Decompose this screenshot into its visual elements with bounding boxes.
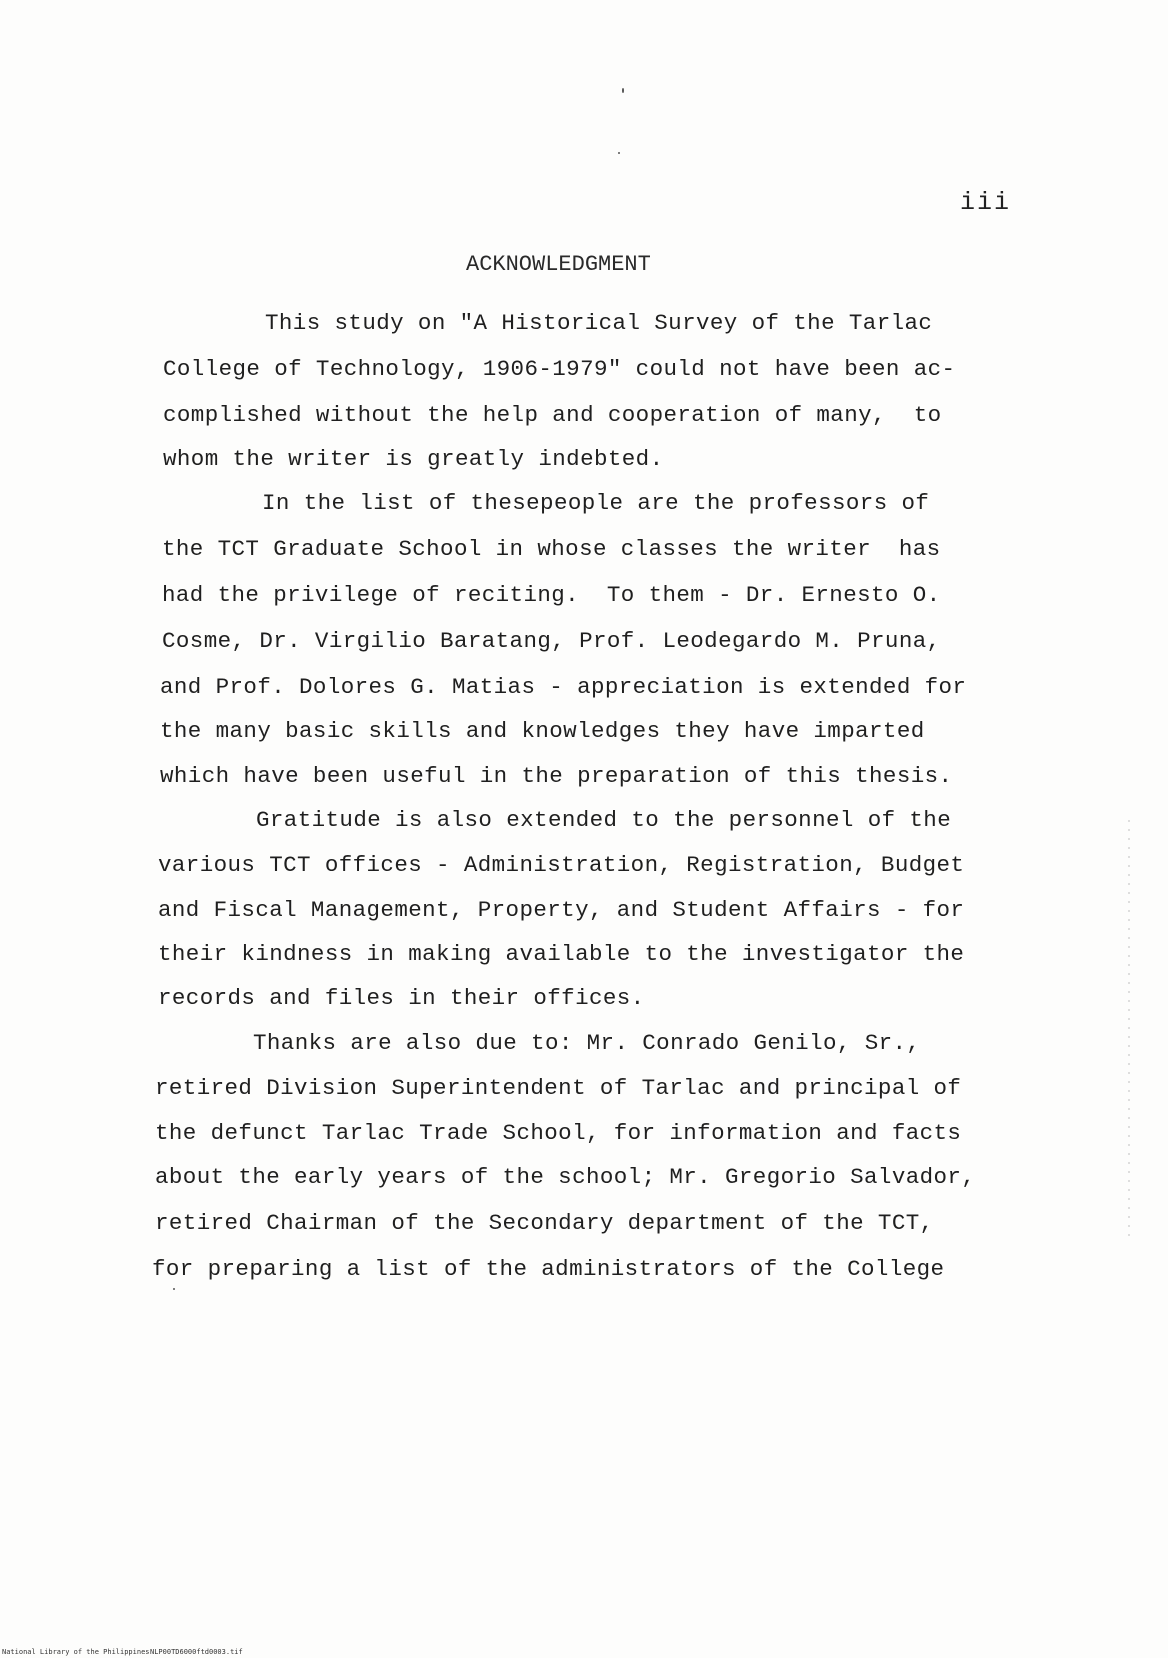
text-line: retired Division Superintendent of Tarlac and principal of <box>155 1075 962 1101</box>
text-line: College of Technology, 1906-1979" could not have been ac- <box>163 356 956 382</box>
text-line: records and files in their offices. <box>158 985 645 1011</box>
text-line: which have been useful in the preparation of this thesis. <box>160 763 953 789</box>
scan-speck <box>622 88 624 93</box>
text-line: Gratitude is also extended to the personnel of the <box>256 807 952 833</box>
text-line: retired Chairman of the Secondary department of the TCT, <box>155 1210 934 1236</box>
text-line: about the early years of the school; Mr. Gregorio Salvador, <box>155 1164 976 1190</box>
text-line: the defunct Tarlac Trade School, for information and facts <box>155 1120 962 1146</box>
text-line: the many basic skills and knowledges they have imparted <box>160 718 925 744</box>
text-line: In the list of thesepeople are the professors of <box>262 490 930 516</box>
text-line: their kindness in making available to the investigator the <box>158 941 965 967</box>
text-line: for preparing a list of the administrators of the College <box>152 1256 945 1282</box>
text-line: and Fiscal Management, Property, and Student Affairs - for <box>158 897 965 923</box>
text-line: the TCT Graduate School in whose classes the writer has <box>162 536 941 562</box>
text-line: had the privilege of reciting. To them - Dr. Ernesto O. <box>162 582 941 608</box>
page-number: iii <box>960 188 1012 217</box>
text-line: whom the writer is greatly indebted. <box>163 446 664 472</box>
scan-speck <box>173 1288 175 1290</box>
footer-file: NLP00TD6000ftd0003.tif <box>150 1648 243 1656</box>
scan-edge-marks <box>1128 820 1130 1240</box>
text-line: various TCT offices - Administration, Registration, Budget <box>158 852 965 878</box>
text-line: Cosme, Dr. Virgilio Baratang, Prof. Leodegardo M. Pruna, <box>162 628 941 654</box>
scan-speck <box>618 152 620 154</box>
text-line: This study on "A Historical Survey of the Tarlac <box>265 310 933 336</box>
text-line: and Prof. Dolores G. Matias - appreciation is extended for <box>160 674 967 700</box>
heading-acknowledgment: ACKNOWLEDGMENT <box>466 252 651 277</box>
footer-library: National Library of the Philippines <box>2 1648 150 1656</box>
text-line: complished without the help and cooperation of many, to <box>163 402 942 428</box>
text-line: Thanks are also due to: Mr. Conrado Genilo, Sr., <box>253 1030 921 1056</box>
